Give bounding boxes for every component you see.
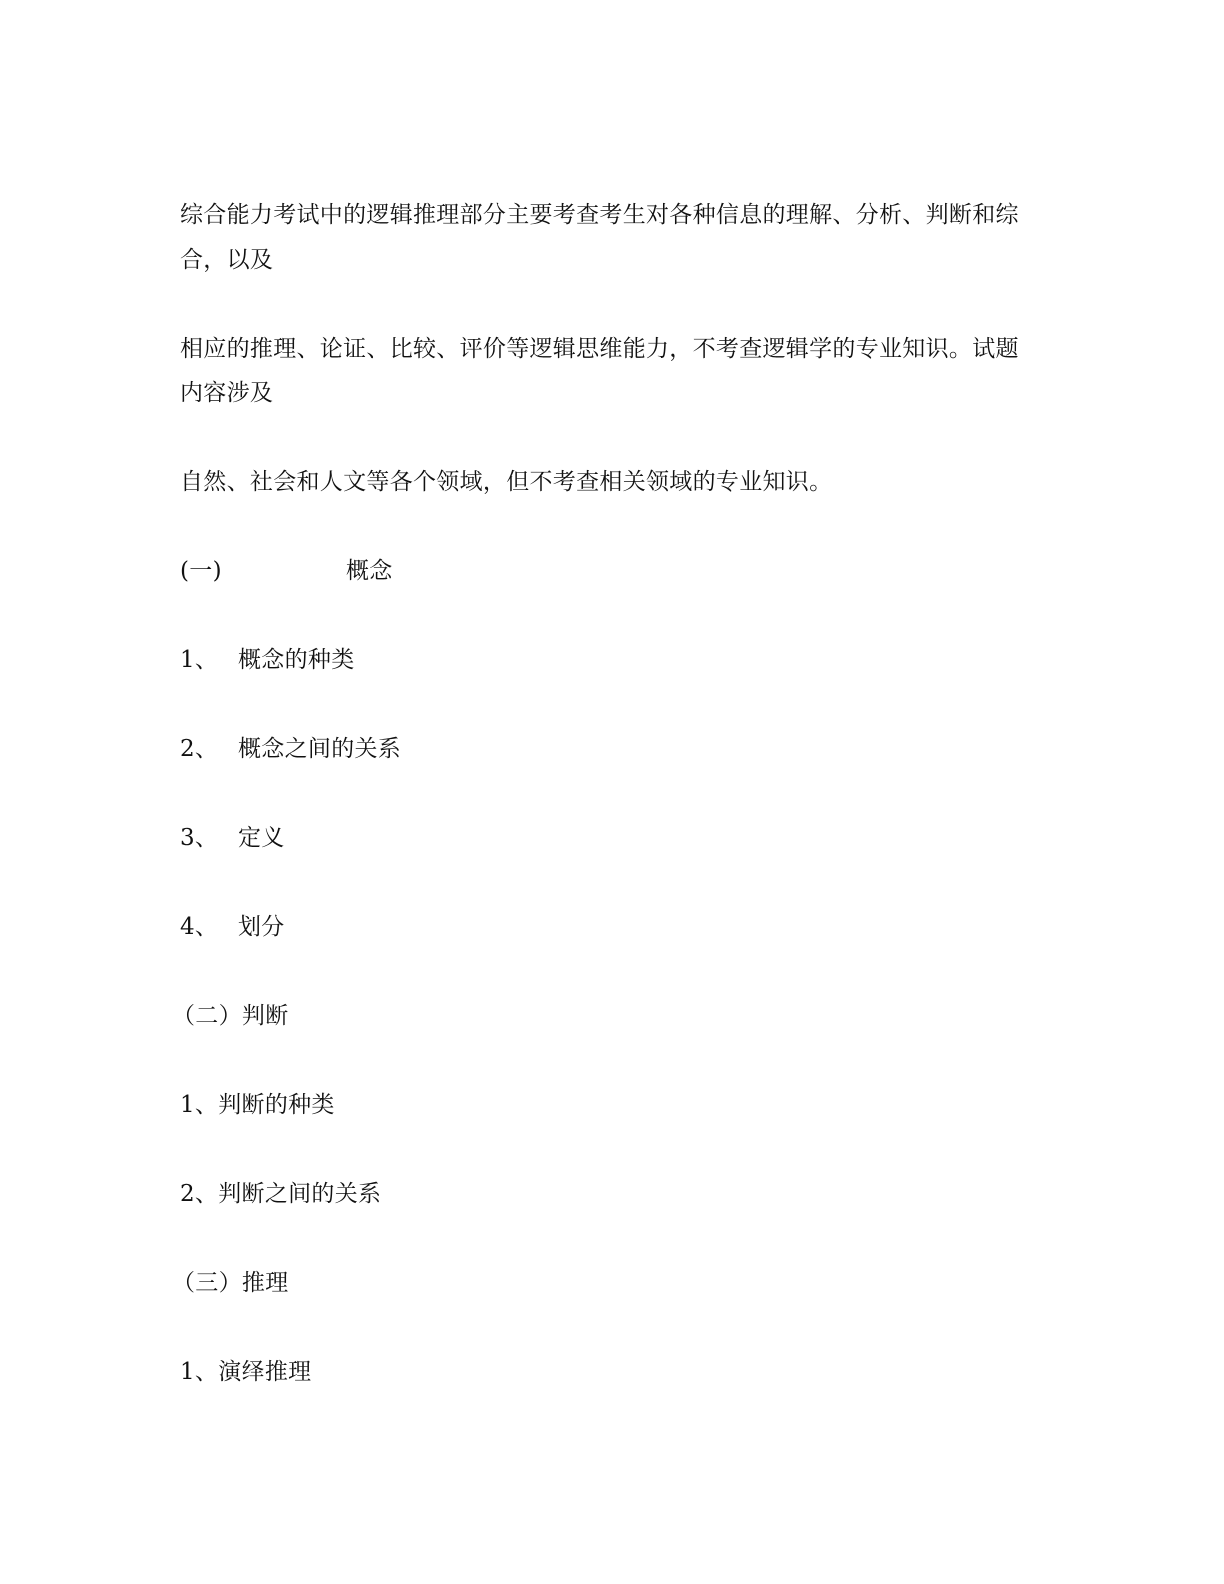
- list-item: 2、判断之间的关系: [180, 1181, 382, 1207]
- intro-line-5: 自然、社会和人文等各个领域，但不考查相关领域的专业知识。: [180, 469, 833, 495]
- item-number: 2、: [180, 736, 219, 762]
- section-heading-3: （三）推理: [172, 1270, 289, 1296]
- item-number: 4、: [180, 914, 219, 940]
- section-title: 概念: [346, 558, 393, 584]
- item-text: 划分: [238, 914, 285, 940]
- intro-line-3: 相应的推理、论证、比较、评价等逻辑思维能力，不考查逻辑学的专业知识。试题: [180, 336, 1019, 362]
- section-heading-2: （二）判断: [172, 1003, 289, 1029]
- item-number: 3、: [180, 825, 219, 851]
- list-item: 1、判断的种类: [180, 1092, 335, 1118]
- intro-line-2: 合，以及: [180, 247, 274, 273]
- list-item: [180, 643, 355, 677]
- list-item: [180, 821, 285, 855]
- item-text: 概念之间的关系: [238, 736, 402, 762]
- section-heading-1: [180, 554, 393, 588]
- item-text: 概念的种类: [238, 647, 355, 673]
- intro-line-4: 内容涉及: [180, 380, 274, 406]
- list-item: 1、演绎推理: [180, 1359, 312, 1385]
- item-text: 定义: [238, 825, 285, 851]
- intro-line-1: 综合能力考试中的逻辑推理部分主要考查考生对各种信息的理解、分析、判断和综: [180, 202, 1019, 228]
- section-label: (一): [180, 558, 222, 584]
- list-item: [180, 910, 285, 944]
- item-number: 1、: [180, 647, 219, 673]
- list-item: [180, 732, 401, 766]
